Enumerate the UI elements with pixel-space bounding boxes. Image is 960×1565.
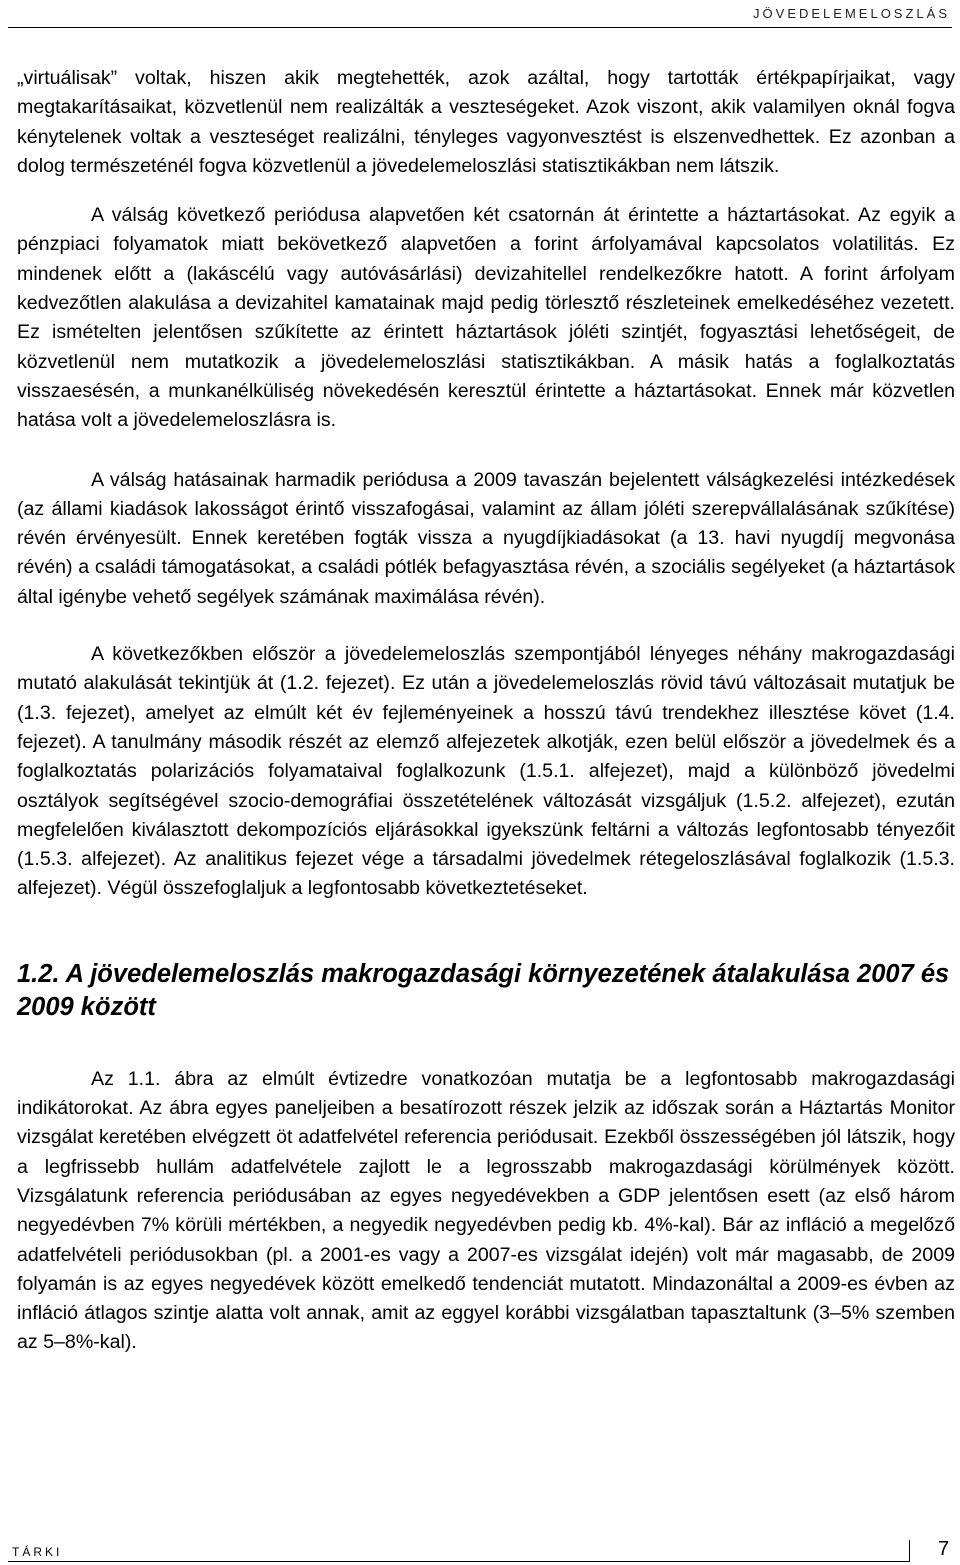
section-heading: 1.2. A jövedelemeloszlás makrogazdasági környezetének átalakulása 2007 és 2009 között: [17, 959, 950, 1021]
running-header-title: JÖVEDELEMELOSZLÁS: [753, 6, 950, 21]
footer-publisher: TÁRKI: [12, 1545, 63, 1559]
page-number: 7: [938, 1538, 950, 1560]
paragraph-crisis-third-period: A válság hatásainak harmadik periódusa a 2009 tavaszán bejelentett válságkezelési intézkedések (az állami kiadások lakosságot érintő visszafogásai, valamint az állam jóléti szerepvállalásának szűkítése) révén érvényesült. Ennek keretében fogták vissza a nyugdíjkiadásokat (a 13. havi nyugdíj megvonása révén) a családi támogatásokat, a családi pótlék befagyasztása révén, a szociális segélyeket (a háztartások által igénybe vehető segélyek számának maximálása révén).: [17, 468, 955, 608]
footer-rule: [8, 1561, 910, 1562]
paragraph-continuation: „virtuálisak” voltak, hiszen akik megtehették, azok azáltal, hogy tartották értékpapírjaikat, vagy megtakarításaikat, közvetlenül nem realizálták a veszteségeket. Azok viszont, akik valamilyen oknál fogva kénytelenek voltak a veszteséget realizálni, tényleges vagyonvesztést is elszenvedhettek. Ez azonban a dolog természeténél fogva közvetlenül a jövedelemeloszlási statisztikákban nem látszik.: [17, 67, 955, 177]
paragraph-section-intro: Az 1.1. ábra az elmúlt évtizedre vonatkozóan mutatja be a legfontosabb makrogazdasági indikátorokat. Az ábra egyes paneljeiben a besatírozott részek jelzik az időszak során a Háztartás Monitor vizsgálat keretében elvégzett öt adatfelvétel referencia periódusait. Ezekből összességében jól látszik, hogy a legfrissebb hullám adatfelvétele zajlott le a legrosszabb makrogazdasági körülmények között. Vizsgálatunk referencia periódusában az egyes negyedévekben a GDP jelentősen esett (az első három negyedévben 7% körüli mértékben, a negyedik negyedévben pedig kb. 4%-kal). Bár az infláció a megelőző adatfelvételi periódusokban (pl. a 2001-es vagy a 2007-es vizsgálat idején) volt már magasabb, de 2009 folyamán is az egyes negyedévek között emelkedő tendenciát mutatott. Mindazonáltal a 2009-es évben az infláció átlagos szintje alatta volt annak, amit az eggyel korábbi vizsgálatban tapasztaltunk (3–5% szemben az 5–8%-kal).: [17, 1067, 955, 1354]
page-body: [17, 64, 955, 1358]
header-rule: [8, 27, 952, 28]
footer-divider: [909, 1540, 910, 1562]
paragraph-chapter-outline: A következőkben először a jövedelemeloszlás szempontjából lényeges néhány makrogazdasági mutató alakulását tekintjük át (1.2. fejezet). Ez után a jövedelemeloszlás rövid távú változásait mutatjuk be (1.3. fejezet), amelyet az elmúlt két év fejleményeinek a hosszú távú trendekhez illesztése követ (1.4. fejezet). A tanulmány második részét az elemző alfejezetek alkotják, ezen belül először a jövedelmek és a foglalkoztatás polarizációs folyamataival foglalkozunk (1.5.1. alfejezet), majd a különböző jövedelmi osztályok segítségével szocio-demográfiai összetételének változását vizsgáljuk (1.5.2. alfejezet), ezután megfelelően kiválasztott dekompozíciós eljárásokkal igyekszünk feltárni a változás legfontosabb tényezőit (1.5.3. alfejezet). Az analitikus fejezet vége a társadalmi jövedelmek rétegeloszlásával foglalkozik (1.5.3. alfejezet). Végül összefoglaljuk a legfontosabb következtetéseket.: [17, 643, 955, 900]
paragraph-crisis-second-period: A válság következő periódusa alapvetően két csatornán át érintette a háztartásokat. Az egyik a pénzpiaci folyamatok miatt bekövetkező alapvetően a forint árfolyamával kapcsolatos volatilitás. Ez mindenek előtt a (lakáscélú vagy autóvásárlási) devizahitellel rendelkezőkre hatott. A forint árfolyam kedvezőtlen alakulása a devizahitel kamatainak majd pedig törlesztő részleteinek emelkedéséhez vezetett. Ez ismételten jelentősen szűkítette az érintett háztartások jóléti szintjét, fogyasztási lehetőségeit, de közvetlenül nem mutatkozik a jövedelemeloszlási statisztikákban. A másik hatás a foglalkoztatás visszaesésén, a munkanélküliség növekedésén keresztül érintette a háztartásokat. Ennek már közvetlen hatása volt a jövedelemeloszlásra is.: [17, 204, 955, 432]
